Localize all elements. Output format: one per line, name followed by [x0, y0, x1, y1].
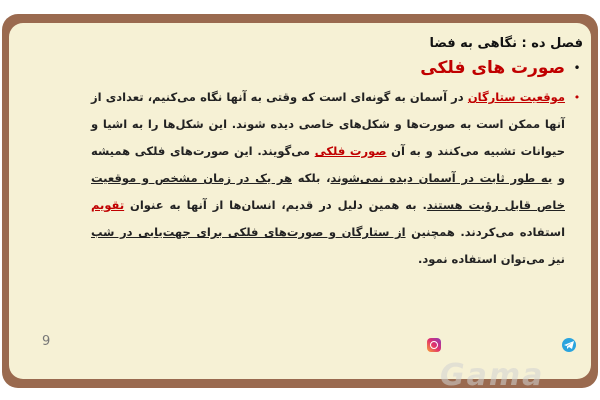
- text-run: صورت فلکی: [314, 144, 387, 158]
- telegram-icon[interactable]: [562, 338, 576, 352]
- section-heading: صورت های فلکی: [420, 58, 565, 78]
- text-run: تقویم: [91, 198, 125, 212]
- watermark-logo: Gama: [440, 358, 545, 393]
- text-run: استفاده می‌کردند. همچنین: [405, 225, 566, 239]
- bullet-icon: •: [573, 91, 581, 104]
- text-run: می‌گویند. این صورت‌های فلکی همیشه و: [91, 144, 566, 185]
- paragraph-row: [80, 84, 583, 273]
- heading-row: [80, 56, 583, 80]
- text-run: از ستارگان و صورت‌های فلکی برای جهت‌یابی در شب: [91, 225, 406, 239]
- text-run: موقعیت ستارگان: [467, 90, 565, 104]
- bullet-icon: •: [573, 61, 581, 75]
- text-run: در آسمان به گونه‌ای است که وقتی به آنها نگاه می‌کنیم، تعدادی از آنها ممکن است به صورت‌ها و شکل‌های خاصی دیده شوند. این شکل‌ها را به اشیا و حیوانات تشبیه می‌کنند و به آن: [91, 90, 565, 158]
- text-run: ، بلکه: [292, 171, 331, 185]
- text-run: . به همین دلیل در قدیم، انسان‌ها از آنها به عنوان: [124, 198, 427, 212]
- slide-content: [80, 34, 583, 304]
- text-run: به طور ثابت در آسمان دیده نمی‌شوند: [330, 171, 553, 185]
- page-number: 9: [42, 334, 51, 349]
- body-paragraph: [91, 84, 565, 273]
- instagram-icon[interactable]: [427, 338, 441, 352]
- text-run: هر یک در زمان مشخص و موقعیت خاص قابل رؤیت هستند: [91, 171, 565, 212]
- chapter-title: فصل ده : نگاهی به فضا: [429, 36, 583, 51]
- text-run: نیز می‌توان استفاده نمود.: [418, 252, 565, 266]
